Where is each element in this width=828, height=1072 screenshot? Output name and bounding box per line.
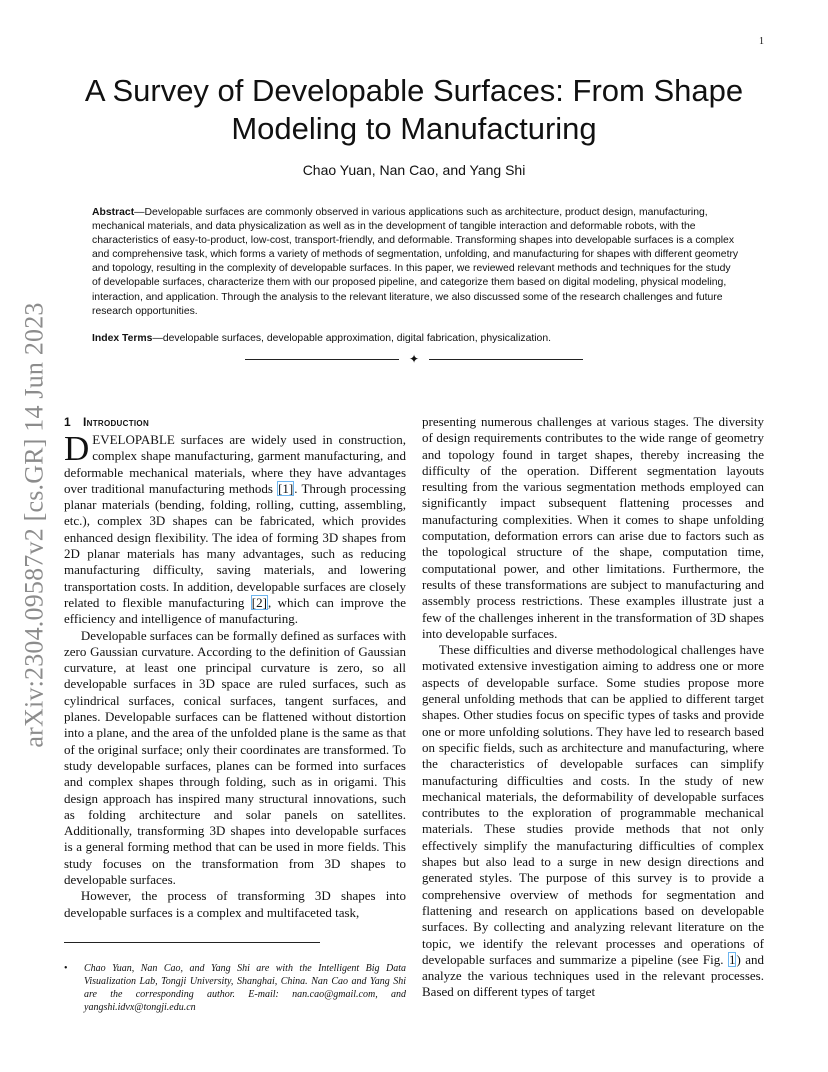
abstract: [92, 206, 740, 319]
index-terms-text: —developable surfaces, developable approximation, digital fabrication, physicalization.: [152, 333, 551, 344]
author-list: Chao Yuan, Nan Cao, and Yang Shi: [302, 162, 526, 178]
figure-link-1[interactable]: 1: [728, 951, 736, 967]
left-column: [64, 414, 406, 921]
intro-paragraph-1: [64, 429, 407, 628]
index-terms-label: Index Terms: [92, 333, 153, 344]
section-heading: [64, 414, 406, 430]
intro-paragraph-5: [422, 642, 764, 1001]
divider-line-left: [245, 359, 399, 360]
intro-text-b: . Through processing planar materials (bending, folding, rolling, cutting, assembling, etc.), complex 3D shapes can be fabricated, which provides enhanced design flexibility. The idea of forming 3D shapes from 2D planar materials has many advantages, such as reducing manufacturing difficulty, saving materials, and lowering transportation costs. In addition, developable surfaces are closely related to flexible manufacturing: [64, 480, 406, 610]
paper-title: A Survey of Developable Surfaces: From Shape Modeling to Manufacturing: [84, 73, 744, 146]
citation-link-2[interactable]: [2]: [251, 594, 267, 610]
drop-cap: D: [64, 429, 90, 468]
intro-text-e: ) and analyze the various techniques used in the relevant processes. Based on different types of target: [422, 951, 765, 1000]
intro-paragraph-4: presenting numerous challenges at various stages. The diversity of design requirements contributes to the wide range of geometry and topology found in target shapes, thereby increasing the difficulty of the operation. Different segmentation layouts resulting from the various segmentation methods employed can significantly impact subsequent flattening processes and manufacturing complexities. When it comes to shape unfolding computation, deformation errors can arise due to factors such as the topological structure of the shape, computation time, computational power, and other limitations. Furthermore, the results of these transformations are subject to manufacturing and assembly process restrictions. These examples illustrate just a few of the challenges inherent in the transformation of 3D shapes into developable surfaces.: [422, 414, 764, 641]
author-footnote: [64, 962, 406, 1014]
citation-link-1[interactable]: [1]: [278, 480, 294, 496]
footnote-text: Chao Yuan, Nan Cao, and Yang Shi are with the Intelligent Big Data Visualization Lab, Tongji University, Shanghai, China. Nan Cao and Yang Shi are the corresponding author. E-mail: nan.cao@gmail.com, and yangshi.idvx@tongji.edu.cn: [84, 963, 406, 1013]
intro-text-d: These difficulties and diverse methodological challenges have motivated extensive investigation aiming to address one or more aspects of developable surface. Some studies propose more general unfolding methods that can be applied to different target shapes. Other studies focus on specific types of tasks and provide one or more unfolding solutions. They have led to research based on specific fields, such as architecture and manufacturing, where the characteristics of developable surfaces can simplify manufacturing difficulties and costs. In the study of new mechanical materials, the deformability of developable surfaces contributes to the exploration of programmable mechanical materials. These studies provide methods that not only effectively simplify the manufacturing difficulties of complex shapes but also lead to a surge in new design directions and generated styles. The purpose of this survey is to provide a comprehensive overview of methods for segmentation and flattening and research on applications based on developable surfaces. By collecting and analyzing relevant literature on the topic, we identify the relevant processes and operations of developable surfaces and summarize a pipeline (see Fig.: [422, 642, 764, 967]
abstract-label: Abstract: [92, 207, 135, 218]
arxiv-watermark: [12, 290, 58, 760]
arxiv-identifier: arXiv:2304.09587v2 [cs.GR] 14 Jun 2023: [20, 302, 50, 748]
page-number: 1: [759, 36, 764, 47]
footnote-bullet: •: [64, 963, 68, 974]
divider-star-icon: ✦: [408, 352, 420, 366]
intro-text-c: , which can improve the efficiency and intelligence of manufacturing.: [64, 594, 407, 627]
intro-paragraph-3: However, the process of transforming 3D shapes into developable surfaces is a complex and multifaceted task,: [64, 888, 406, 920]
section-divider: [245, 352, 583, 366]
drop-cap-word: EVELOPABLE: [92, 432, 175, 447]
section-title: Introduction: [82, 415, 150, 429]
abstract-text: —Developable surfaces are commonly observed in various applications such as architecture, product design, manufacturing, mechanical materials, and data physicalization as well as in the development of tangible interaction and deformable robots, with the characteristics of easy-to-product, low-cost, transport-friendly, and deformable. Transforming shapes into developable surfaces is a complex and comprehensive task, which forms a variety of methods of segmentation, unfolding, and manufacturing for shapes with different geometry and topology, resulting in the complexity of developable surfaces. In this paper, we reviewed relevant methods and techniques for the study of developable surfaces, characterize them with our proposed pipeline, and categorize them based on digital modeling, physical modeling, interaction, and application. Through the analysis to the relevant literature, we also discussed some of the research challenges and future research opportunities.: [92, 207, 739, 317]
section-number: 1: [64, 415, 71, 429]
footnote-rule: [64, 942, 320, 943]
index-terms: [92, 332, 740, 346]
intro-paragraph-2: Developable surfaces can be formally defined as surfaces with zero Gaussian curvature. According to the definition of Gaussian curvature, at least one principal curvature is zero, so all developable surfaces in 3D space are ruled surfaces, such as cylindrical surfaces, conical surfaces, tangent surfaces, and planes. Developable surfaces can be flattened without distortion into a plane, and the area of the unfolded plane is the same as that of the original surface; only their coordinates are transformed. To study developable surfaces, planes can be formed into surfaces and complex shapes through folding, such as in origami. This design approach has inspired many structural innovations, such as folding architecture and solar panels on satellites. Additionally, transforming 3D shapes into developable surfaces is a general forming method that can be used in more fields. This study focuses on the transformation from 3D shapes to developable surfaces.: [64, 627, 406, 888]
divider-line-right: [429, 359, 583, 360]
right-column: [422, 414, 764, 1001]
intro-text-a: surfaces are widely used in construction, complex shape manufacturing, garment manufacturing, and deformable mechanical materials, where they have advantages over traditional manufacturing methods: [64, 432, 406, 496]
